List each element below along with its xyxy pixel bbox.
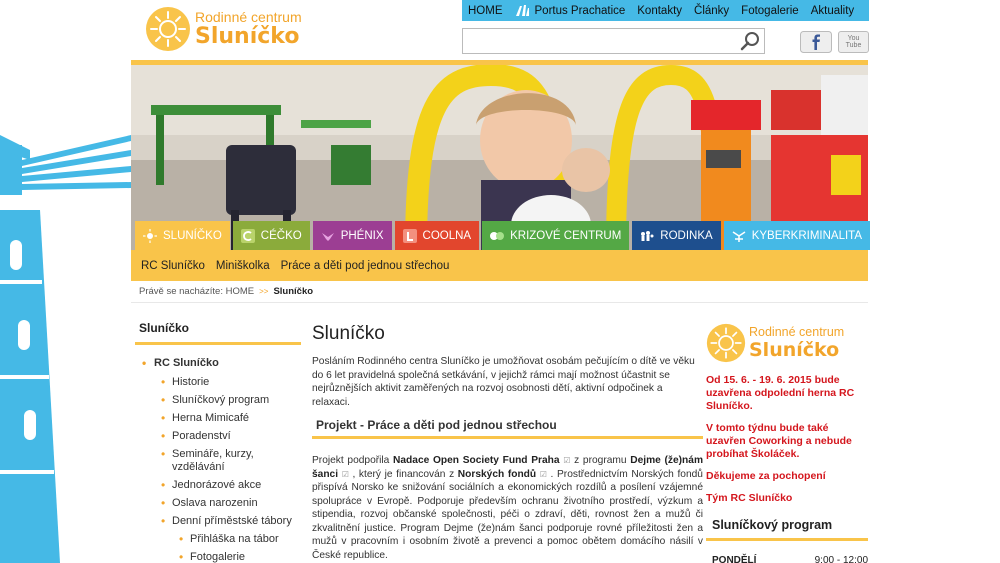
page-title: Sluníčko — [312, 323, 385, 344]
tab-label: COOLNA — [422, 229, 472, 242]
external-link-icon: ☑ — [539, 469, 547, 479]
intro-paragraph: Posláním Rodinného centra Sluníčko je umožňovat osobám pečujícím o dítě ve věku do 6 let pravidelná společná setkávání, v jejichž rámci mají možnost účastnit se nejrůznějších aktivit zaměřených na rozvoj osobnosti dětí, aktivní odpočinek a relaxaci. — [312, 356, 695, 408]
top-navigation — [462, 0, 869, 21]
sidebar-item-herna[interactable]: • Herna Mimicafé — [135, 412, 301, 425]
sidebar-item-rc-slunicko[interactable]: • RC Sluníčko — [135, 357, 301, 370]
project-paragraph — [312, 454, 703, 562]
c-letter-icon — [241, 229, 255, 243]
family-icon — [640, 229, 654, 243]
program-time: 9:00 - 12:00 — [814, 555, 868, 563]
portus-logo-icon — [515, 4, 530, 17]
breadcrumb-prefix: Právě se nacházíte: — [139, 286, 223, 297]
notice-coworking: V tomto týdnu bude také uzavřen Coworking a nebude probíhat Školáček. — [706, 422, 852, 460]
link-nadace[interactable]: Nadace Open Society Fund Praha — [393, 455, 560, 466]
subnav-rc-slunicko[interactable]: RC Sluníčko — [141, 259, 205, 272]
tab-kyberkriminalita[interactable] — [724, 221, 870, 250]
cool-icon — [403, 229, 417, 243]
notice-closure: Od 15. 6. - 19. 6. 2015 bude uzavřena odpolední herna RC Sluníčko. — [706, 374, 855, 412]
sidebar-item-poradenstvi[interactable]: • Poradenství — [135, 430, 301, 443]
topnav-clanky[interactable]: Články — [694, 4, 730, 17]
sun-logo-icon — [706, 323, 746, 363]
tab-slunicko[interactable] — [135, 221, 230, 250]
search-box — [462, 28, 765, 54]
sidebar-item-seminare[interactable]: • Semináře, kurzy, vzdělávání — [135, 448, 255, 474]
sidebar-item-program[interactable]: • Sluníčkový program — [135, 394, 301, 407]
sidebar-item-prihlaska[interactable]: • Přihláška na tábor — [135, 533, 301, 546]
sidebar-item-oslava[interactable]: • Oslava narozenin — [135, 497, 301, 510]
sidebar-title: Sluníčko — [135, 316, 301, 345]
tab-rodinka[interactable] — [632, 221, 720, 250]
external-link-icon: ☑ — [563, 456, 571, 465]
logo-line2: Sluníčko — [195, 24, 300, 49]
hands-icon — [490, 229, 504, 243]
sidebar-item-tabory[interactable]: • Denní příměstské tábory — [135, 515, 301, 528]
cyber-icon — [732, 229, 746, 243]
sub-navigation — [131, 250, 868, 281]
section-title: Projekt - Práce a děti pod jednou střechou — [312, 418, 703, 439]
sidebar-item-jednorazove-akce[interactable]: • Jednorázové akce — [135, 479, 301, 492]
tab-label: RODINKA — [660, 229, 713, 242]
breadcrumb-current: Sluníčko — [273, 286, 314, 297]
breadcrumb-separator: >> — [259, 287, 269, 296]
text-run: . Prostřednictvím Norských fondů přispívá Norsko ke snižování sociálních a ekonomických rozdílů a posílení vzájemné spolupráce v Evropě. Podporuje především ochranu životního prostředí, výzkum a stipendia, rozvoj občanské společnosti, péči o zdraví, děti, rovnost žen a mužů či zkvalitnění justice. Program Dejme (že)nám šanci podporuje rovné příležitosti žen a mužů v pracovním i osobním životě a prevenci a pomoc obětem domácího násilí v České republice. — [312, 468, 703, 561]
tab-phenix[interactable] — [313, 221, 392, 250]
youtube-icon[interactable] — [838, 31, 869, 53]
text-run: Projekt podpořila — [312, 455, 394, 466]
external-link-icon: ☑ — [341, 469, 349, 479]
bird-icon — [321, 229, 335, 243]
program-day: PONDĚLÍ — [712, 555, 757, 563]
topnav-portus-label: Portus Prachatice — [534, 4, 626, 17]
site-logo[interactable] — [145, 5, 345, 53]
sun-logo-icon — [145, 6, 191, 52]
subnav-miniskolka[interactable]: Miniškolka — [215, 259, 270, 272]
tab-label: SLUNÍČKO — [163, 229, 222, 242]
search-input[interactable] — [463, 29, 733, 53]
subnav-prace-a-deti[interactable]: Práce a děti pod jednou střechou — [280, 259, 450, 272]
facebook-icon[interactable] — [800, 31, 832, 53]
tab-label: KRIZOVÉ CENTRUM — [510, 229, 622, 242]
tab-krizove-centrum[interactable] — [482, 221, 629, 250]
youtube-label: You Tube — [845, 35, 862, 49]
topnav-fotogalerie[interactable]: Fotogalerie — [741, 4, 799, 17]
link-norske-fondy[interactable]: Norských fondů — [457, 468, 537, 480]
topnav-aktuality[interactable]: Aktuality — [810, 4, 855, 17]
sidebar-logo — [706, 322, 868, 364]
program-row — [706, 555, 868, 563]
sidebar-item-historie[interactable]: • Historie — [135, 376, 301, 389]
topnav-portus-prachatice[interactable] — [509, 0, 632, 21]
sidebar-logo-line2: Sluníčko — [749, 338, 840, 361]
tab-cecko[interactable] — [233, 221, 310, 250]
left-sidebar — [135, 316, 301, 563]
tab-label: KYBERKRIMINALITA — [751, 229, 863, 242]
breadcrumb-home[interactable]: HOME — [225, 286, 255, 297]
sun-icon — [143, 229, 157, 243]
category-tabs — [131, 221, 868, 251]
topnav-kontakty[interactable]: Kontakty — [637, 4, 683, 17]
content-frame — [131, 60, 868, 563]
logo-line1: Rodinné centrum — [195, 9, 302, 25]
tab-label: CÉČKO — [260, 229, 302, 242]
search-icon[interactable] — [740, 31, 760, 51]
sidebar-logo-line1: Rodinné centrum — [749, 325, 845, 340]
tab-label: PHÉNIX — [340, 229, 384, 242]
tab-coolna[interactable] — [395, 221, 480, 250]
main-content — [312, 323, 703, 562]
notice-signature: Tým RC Sluníčko — [706, 492, 793, 504]
page-container — [131, 0, 868, 563]
sidebar-menu — [135, 345, 301, 563]
right-sidebar — [706, 322, 868, 563]
breadcrumb — [131, 281, 868, 303]
sidebar-item-fotogalerie[interactable]: • Fotogalerie — [135, 551, 301, 563]
text-run: , který je financován z — [348, 468, 458, 480]
program-title: Sluníčkový program — [706, 514, 868, 541]
link-dejme-nam-sanci[interactable]: Dejme (že)nám šanci — [312, 455, 704, 480]
text-run: z programu — [570, 455, 631, 466]
notice-thanks: Děkujeme za pochopení — [706, 470, 826, 482]
topnav-home[interactable]: HOME — [468, 4, 503, 17]
